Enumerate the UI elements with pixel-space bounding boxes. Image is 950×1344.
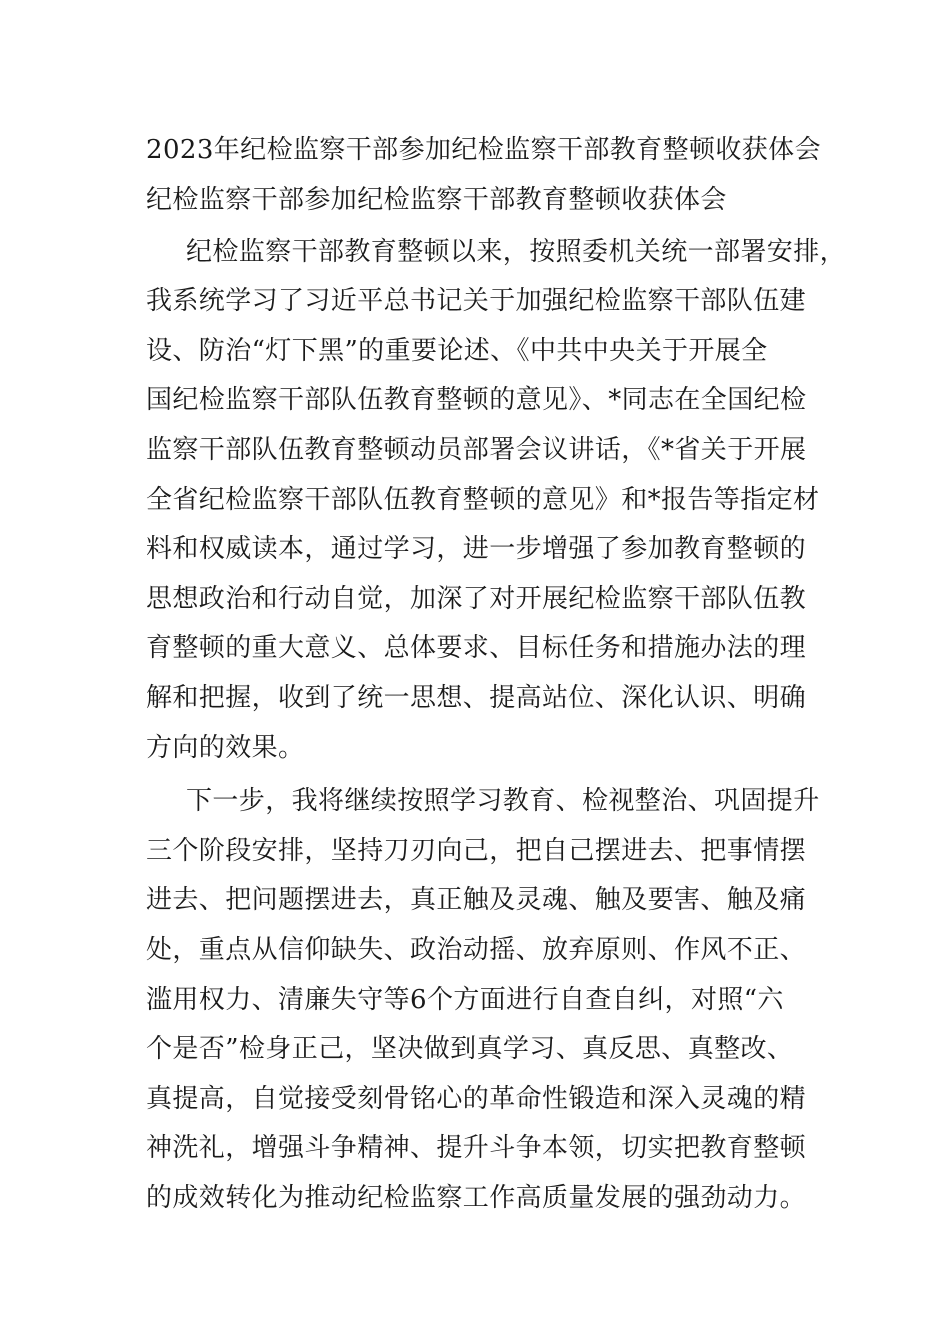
- paragraph-1-line: 监察干部队伍教育整顿动员部署会议讲话，《*省关于开展: [146, 435, 807, 465]
- paragraph-2-line: 神洗礼，增强斗争精神、提升斗争本领，切实把教育整顿: [146, 1133, 807, 1163]
- paragraph-1-line: 我系统学习了习近平总书记关于加强纪检监察干部队伍建: [146, 286, 807, 316]
- paragraph-2-line: 处，重点从信仰缺失、政治动摇、放弃原则、作风不正、: [146, 935, 807, 965]
- paragraph-2-line: 进去、把问题摆进去，真正触及灵魂、触及要害、触及痛: [146, 885, 807, 915]
- document-subtitle: 纪检监察干部参加纪检监察干部教育整顿收获体会: [146, 185, 727, 215]
- paragraph-2-line: 的成效转化为推动纪检监察工作高质量发展的强劲动力。: [146, 1183, 807, 1213]
- paragraph-1-line: 方向的效果。: [146, 733, 305, 763]
- paragraph-1-line: 育整顿的重大意义、总体要求、目标任务和措施办法的理: [146, 633, 807, 663]
- paragraph-1-line: 设、防治“灯下黑”的重要论述、《中共中央关于开展全: [146, 336, 768, 366]
- paragraph-1-line: 思想政治和行动自觉，加深了对开展纪检监察干部队伍教: [146, 584, 807, 614]
- paragraph-1-line: 解和把握，收到了统一思想、提高站位、深化认识、明确: [146, 683, 807, 713]
- paragraph-1-line: 全省纪检监察干部队伍教育整顿的意见》和*报告等指定材: [146, 485, 820, 515]
- paragraph-1-line: 纪检监察干部教育整顿以来，按照委机关统一部署安排，: [186, 237, 847, 267]
- paragraph-2-line: 真提高，自觉接受刻骨铭心的革命性锻造和深入灵魂的精: [146, 1084, 807, 1114]
- paragraph-2-line: 下一步，我将继续按照学习教育、检视整治、巩固提升: [186, 786, 820, 816]
- document-title: 2023年纪检监察干部参加纪检监察干部教育整顿收获体会: [146, 135, 821, 165]
- paragraph-1-line: 国纪检监察干部队伍教育整顿的意见》、*同志在全国纪检: [146, 385, 807, 415]
- paragraph-2-line: 滥用权力、清廉失守等6个方面进行自查自纠，对照“六: [146, 985, 784, 1015]
- paragraph-2-line: 个是否”检身正己，坚决做到真学习、真反思、真整改、: [146, 1034, 794, 1064]
- paragraph-1-line: 料和权威读本，通过学习，进一步增强了参加教育整顿的: [146, 534, 807, 564]
- paragraph-2-line: 三个阶段安排，坚持刀刃向己，把自己摆进去、把事情摆: [146, 836, 807, 866]
